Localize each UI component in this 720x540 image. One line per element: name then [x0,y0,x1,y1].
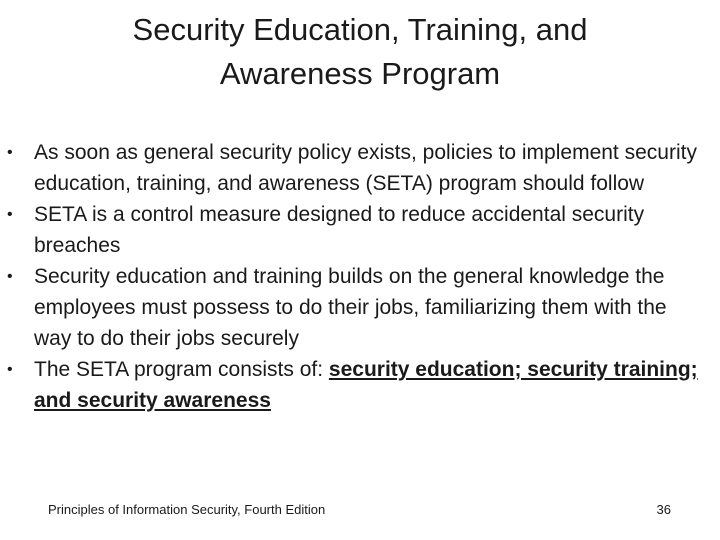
bullet-text-2: SETA is a control measure designed to reduce accidental security breaches [34,203,645,257]
bullet-item-3 [0,261,720,354]
bullet-item-1 [0,137,720,199]
footer-source: Principles of Information Security, Fourth Edition [48,502,326,517]
slide-title [40,8,680,96]
bullet-dot-icon: • [7,268,13,285]
bullet-text-4-emphasis: security education; security training; and security awareness [34,358,698,412]
page-number: 36 [656,502,671,517]
bullet-dot-icon: • [7,206,13,223]
bullet-text-3: Security education and training builds on the general knowledge the employees must possess to do their jobs, familiarizing them with the way to do their jobs securely [34,265,667,350]
bullet-list [0,137,720,416]
title-line-1: Security Education, Training, and [132,12,588,47]
bullet-item-2 [0,199,720,261]
bullet-item-4 [0,354,720,416]
bullet-dot-icon: • [7,144,13,161]
title-line-2: Awareness Program [219,56,501,91]
bullet-text-1: As soon as general security policy exists, policies to implement security education, training, and awareness (SETA) program should follow [34,141,697,195]
bullet-text-4-prefix: The SETA program consists of: [34,358,329,381]
bullet-dot-icon: • [7,361,13,378]
